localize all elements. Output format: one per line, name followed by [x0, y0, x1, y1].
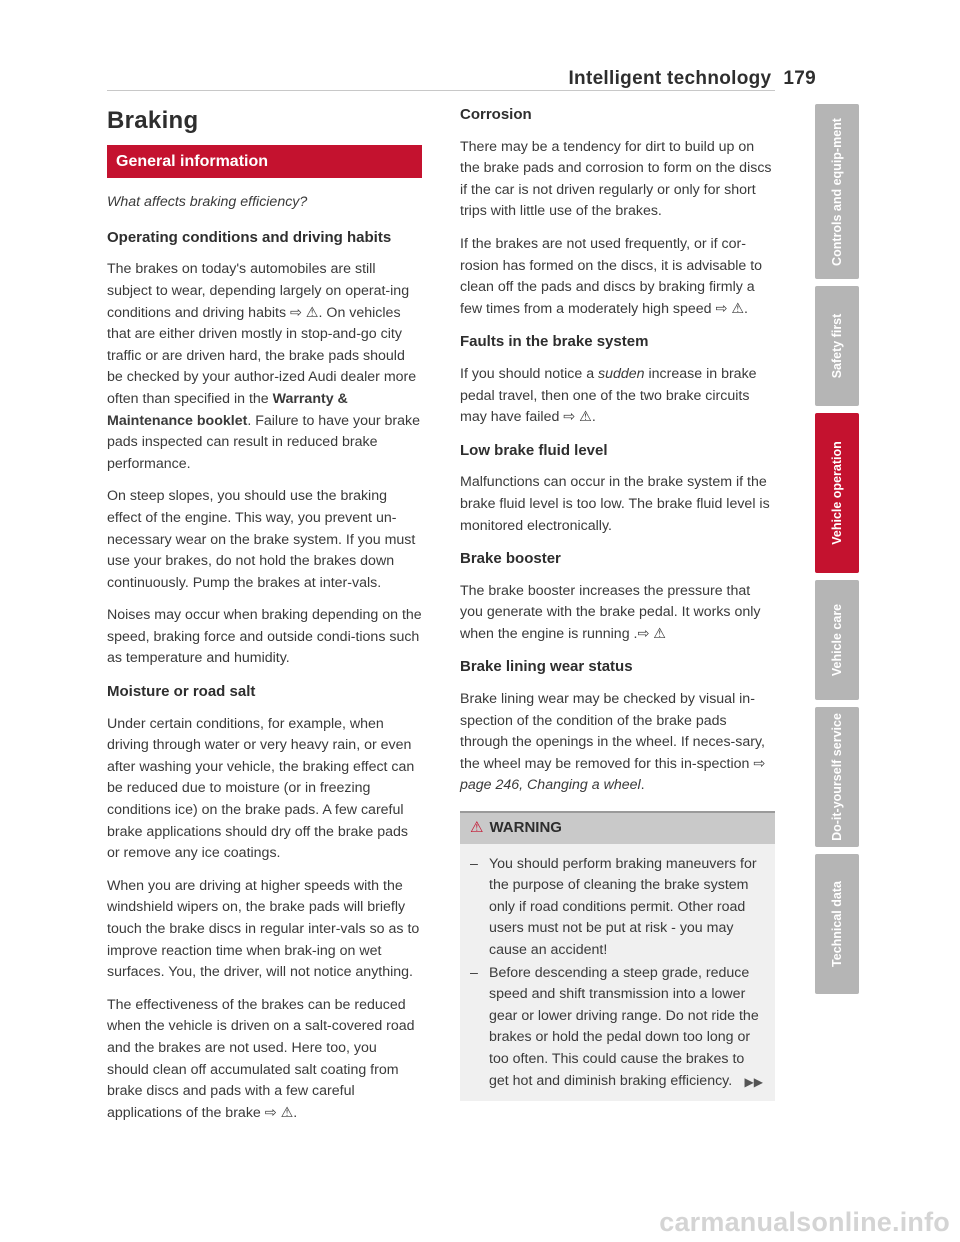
subhead-brake-booster: Brake booster: [460, 550, 561, 568]
tab-do-it-yourself-service[interactable]: [815, 707, 859, 847]
tab-controls-and-equipment[interactable]: [815, 104, 859, 279]
warning-item: – Before descending a steep grade, reduce speed and shift transmission into a lower gear or lower driving range. Do not ride the brakes or hold the pedal down too long or too often. This could cause the brakes to get hot and diminish braking efficiency.: [470, 963, 763, 1093]
tab-label: Vehicle operation: [830, 441, 844, 545]
paragraph: If the brakes are not used frequently, or if cor-rosion has formed on the discs, it is advisable to clean off the pads and discs by braking firmly a few times from a moderately high speed ⇨ ⚠.: [460, 235, 763, 317]
paragraph: Malfunctions can occur in the brake system if the brake fluid level is too low. The brake fluid level is monitored electronically.: [460, 474, 770, 534]
subhead-corrosion: Corrosion: [460, 106, 532, 123]
paragraph: The brake booster increases the pressure that you generate with the brake pedal. It works only when the engine is running .⇨ ⚠: [460, 582, 761, 642]
paragraph-text: increase in brake pedal travel, then one of the two brake circuits may have failed ⇨ ⚠.: [460, 365, 757, 426]
warning-item: – You should perform braking maneuvers for the purpose of cleaning the brake system only if road conditions permit. Other road users must not be put at risk - you may cause an accident!: [470, 854, 763, 962]
tab-vehicle-care[interactable]: [815, 580, 859, 700]
warning-list: [470, 854, 763, 1093]
right-column: [460, 104, 775, 1101]
page-number: 179: [783, 68, 816, 89]
paragraph: Noises may occur when braking depending on the speed, braking force and outside condi-tions such as temperature and humidity.: [107, 607, 422, 667]
warning-triangle-icon: ⚠: [470, 819, 484, 837]
tab-label: Vehicle care: [830, 603, 844, 677]
tab-label: Safety first: [830, 313, 844, 379]
paragraph: On steep slopes, you should use the braking effect of the engine. This way, you prevent un-necessary wear on the brake system. If you must use your brakes, do not hold the brakes down continuously. Pump the brakes at inter-vals.: [107, 488, 416, 591]
warning-label: WARNING: [489, 819, 562, 837]
left-column: [107, 104, 422, 1135]
paragraph: [460, 689, 775, 797]
paragraph: Under certain conditions, for example, when driving through water or very heavy rain, or even after washing your vehicle, the braking effect can be reduced due to moisture (or in freezing conditions ice) on the brake pads. A few careful brake applications should dry off the brake pads or remove any ice coatings.: [107, 715, 415, 862]
paragraph-text: .: [640, 777, 645, 794]
paragraph-text: . Failure to have your brake pads inspected can result in reduced brake performance.: [107, 412, 421, 472]
running-head: [568, 68, 816, 90]
chapter-title: Intelligent technology: [568, 68, 772, 89]
section-title: Braking: [107, 107, 199, 134]
tab-label: Technical data: [830, 881, 844, 967]
general-information-banner: General information: [107, 145, 422, 179]
emphasis: sudden: [598, 365, 645, 382]
paragraph: When you are driving at higher speeds with the windshield wipers on, the brake pads will briefly touch the brake discs in regular inter-vals so as to improve reaction time when brak-ing on wet surfaces. You, the driver, will not notice anything.: [107, 877, 420, 981]
tab-vehicle-operation[interactable]: [815, 413, 859, 573]
subhead-faults: Faults in the brake system: [460, 333, 649, 351]
subhead-moisture: Moisture or road salt: [107, 683, 256, 701]
paragraph: [460, 364, 775, 429]
warning-title: [460, 813, 775, 844]
paragraph-text: The brakes on today's automobiles are still subject to wear, depending largely on operat-ing conditions and driving habits ⇨ ⚠. On vehicles that are either driven mostly in stop-and-go city traffic or are driven hard, the brake pads should be checked by your author-ized Audi dealer more often than specified in the: [107, 261, 417, 407]
tab-label: Controls and equip-ment: [830, 117, 844, 266]
tab-technical-data[interactable]: [815, 854, 859, 994]
header-rule: [107, 90, 775, 91]
paragraph-text: Brake lining wear may be checked by visual in-spection of the condition of the brake pads through the openings in the wheel. If neces-sary, the wheel may be removed for this in-spection: [460, 691, 765, 772]
paragraph: [107, 259, 422, 475]
intro-question: What affects braking efficiency?: [107, 194, 308, 211]
paragraph: The effectiveness of the brakes can be reduced when the vehicle is driven on a salt-covered road and the brakes are not used. Here too, you should clean off accumulated salt coating from brake discs and pads with a few careful applications of the brake ⇨ ⚠.: [107, 996, 415, 1121]
tab-safety-first[interactable]: [815, 286, 859, 406]
subhead-lining-wear: Brake lining wear status: [460, 658, 633, 676]
tab-label: Do-it-yourself service: [830, 713, 844, 841]
subhead-fluid-level: Low brake fluid level: [460, 441, 608, 459]
warning-box: [460, 811, 775, 1101]
continue-arrow-icon: ▶▶: [744, 1074, 763, 1089]
paragraph-text: If you should notice a: [460, 365, 599, 382]
paragraph: There may be a tendency for dirt to build up on the brake pads and corrosion to form on the discs if the car is not driven regularly or only for short trips with little use of the brakes.: [460, 138, 772, 220]
subhead-operating-conditions: Operating conditions and driving habits: [107, 228, 392, 246]
chapter-tabs: [815, 104, 859, 1001]
watermark: carmanualsonline.info: [659, 1207, 950, 1237]
booklet-name: Warranty & Maintenance booklet: [107, 390, 348, 429]
page-reference-link[interactable]: ⇨ page 246, Changing a wheel: [460, 755, 766, 794]
